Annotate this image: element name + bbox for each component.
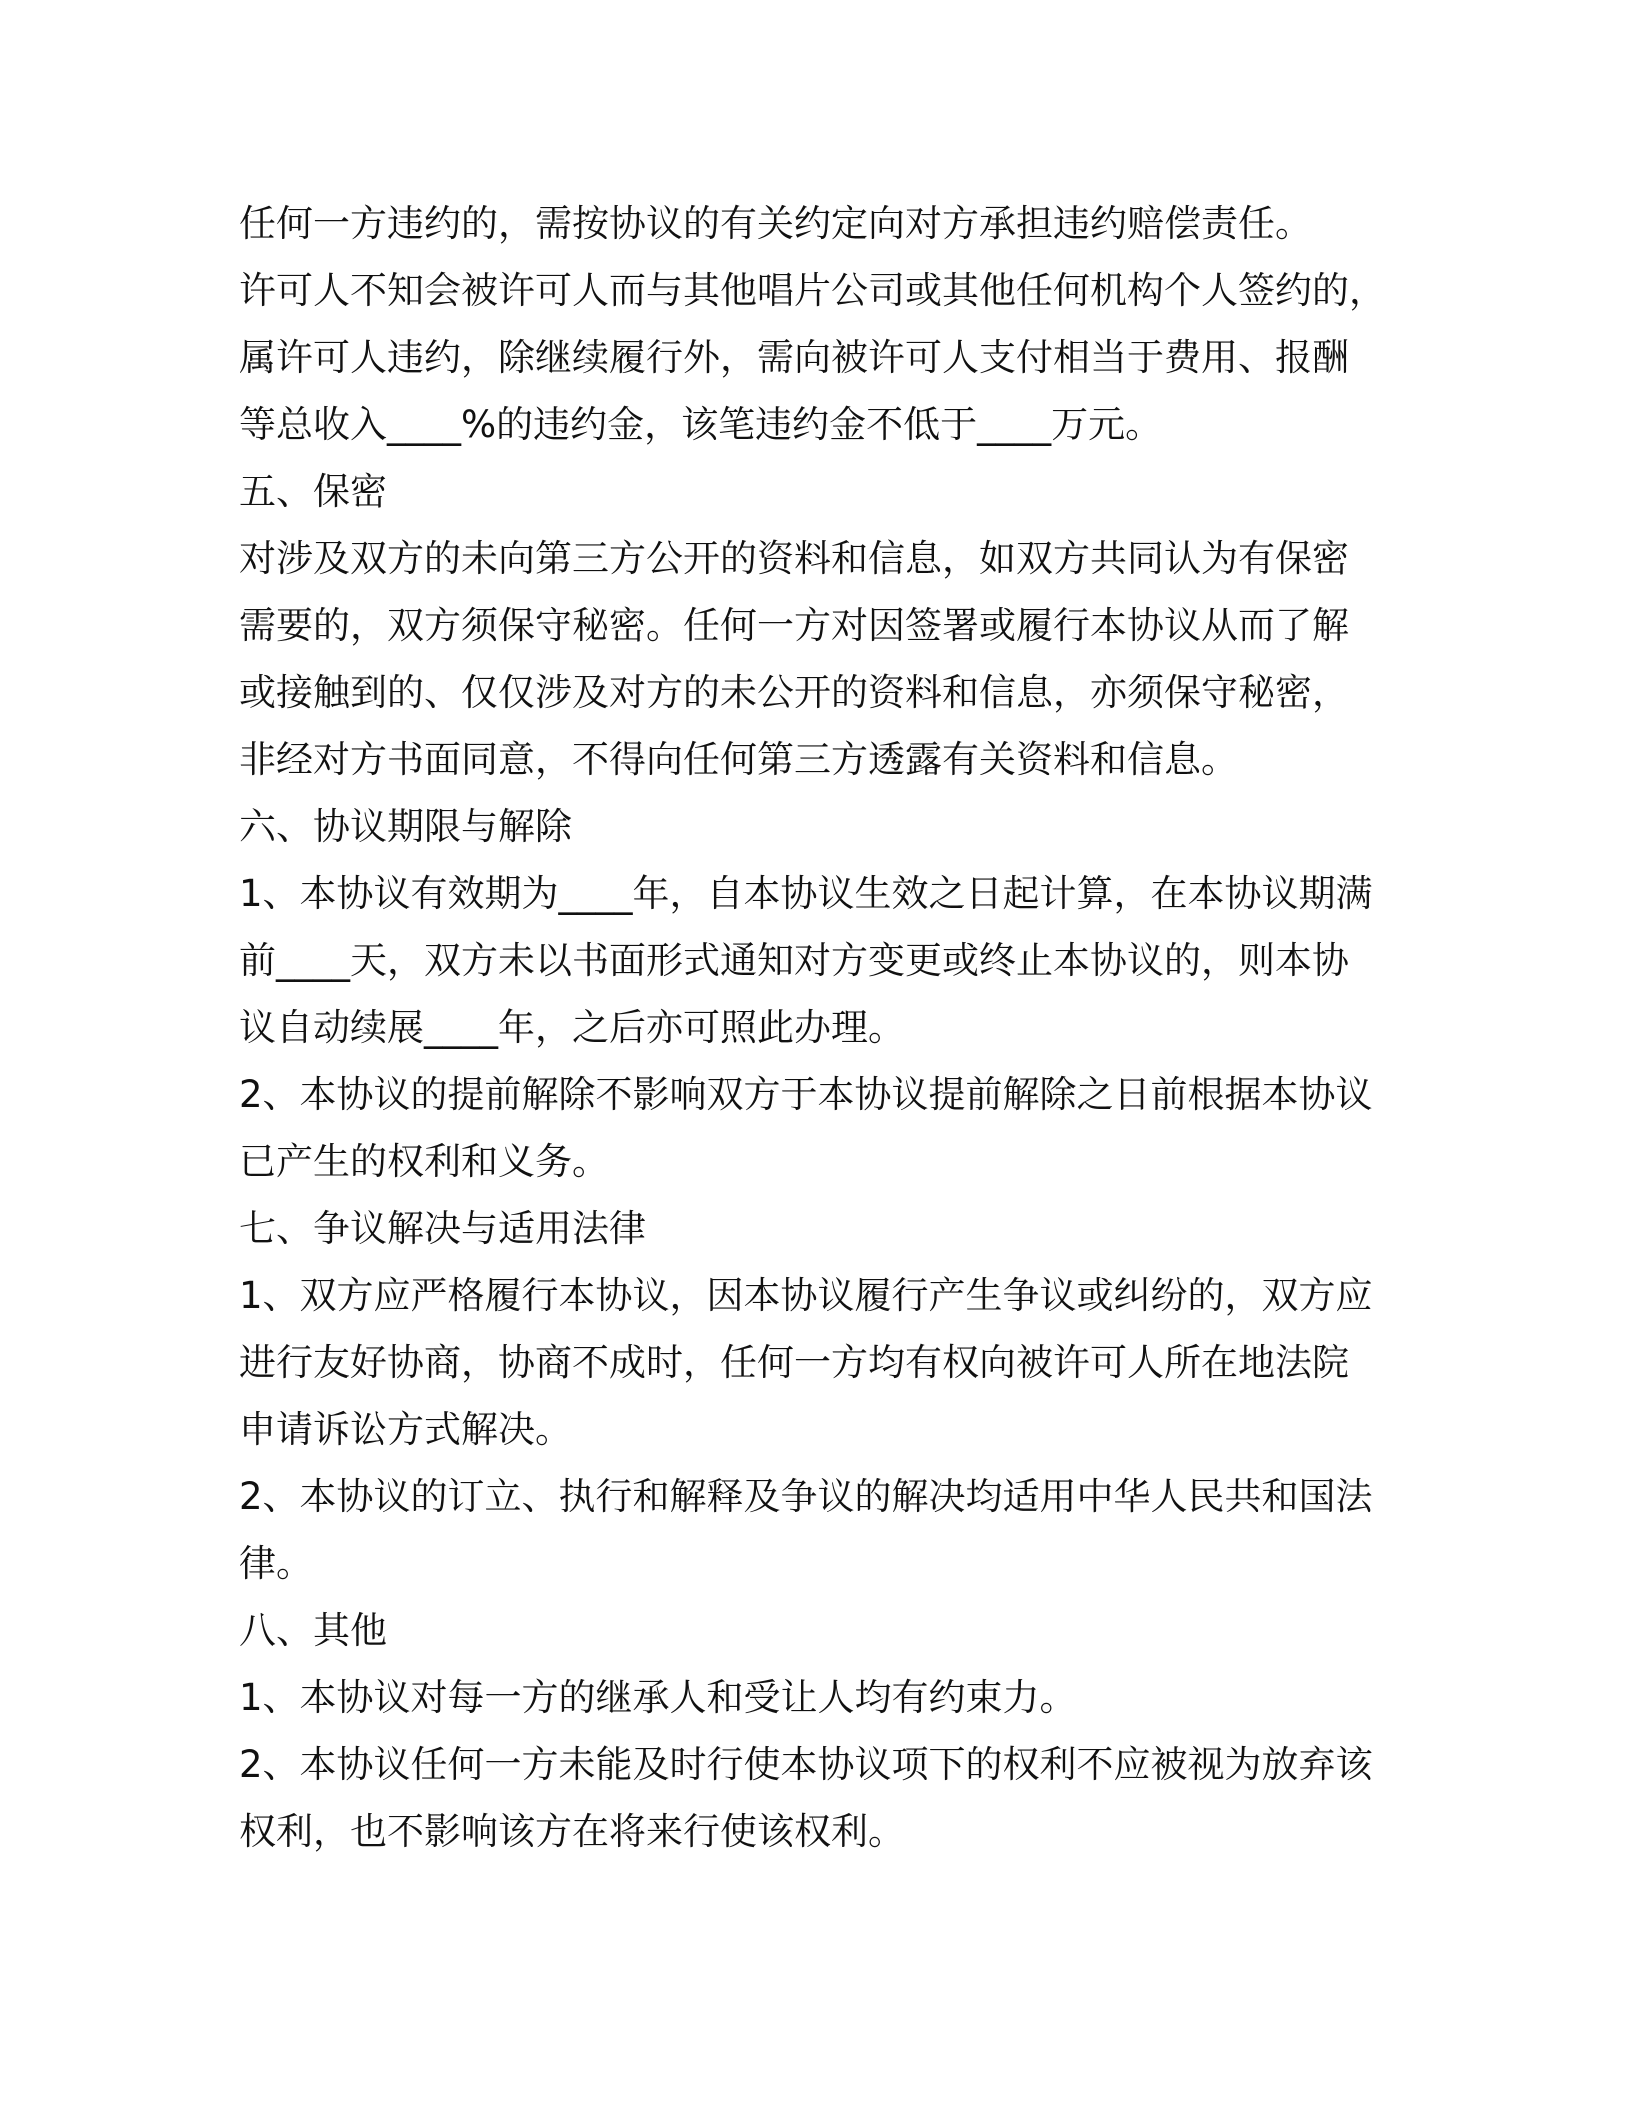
text-line: 任何一方违约的，需按协议的有关约定向对方承担违约赔偿责任。	[239, 202, 1312, 245]
text-line: 非经对方书面同意，不得向任何第三方透露有关资料和信息。	[239, 738, 1238, 781]
text-line: 申请诉讼方式解决。	[239, 1408, 572, 1451]
text-line: 1、本协议有效期为____年，自本协议生效之日起计算，在本协议期满	[239, 872, 1373, 915]
text-line: 等总收入____%的违约金，该笔违约金不低于____万元。	[239, 403, 1163, 446]
text-line: 已产生的权利和义务。	[239, 1140, 609, 1183]
section-heading: 六、协议期限与解除	[239, 805, 572, 848]
text-line: 1、本协议对每一方的继承人和受让人均有约束力。	[239, 1676, 1077, 1719]
text-line: 需要的，双方须保守秘密。任何一方对因签署或履行本协议从而了解	[239, 604, 1349, 647]
text-line: 2、本协议的订立、执行和解释及争议的解决均适用中华人民共和国法	[239, 1475, 1373, 1518]
text-line: 前____天，双方未以书面形式通知对方变更或终止本协议的，则本协	[239, 939, 1349, 982]
section-heading: 八、其他	[239, 1609, 387, 1652]
text-line: 议自动续展____年，之后亦可照此办理。	[239, 1006, 905, 1049]
text-line: 权利，也不影响该方在将来行使该权利。	[239, 1810, 905, 1853]
text-line: 属许可人违约，除继续履行外，需向被许可人支付相当于费用、报酬	[239, 336, 1349, 379]
text-line: 进行友好协商，协商不成时，任何一方均有权向被许可人所在地法院	[239, 1341, 1349, 1384]
text-line: 2、本协议任何一方未能及时行使本协议项下的权利不应被视为放弃该	[239, 1743, 1373, 1786]
text-line: 对涉及双方的未向第三方公开的资料和信息，如双方共同认为有保密	[239, 537, 1349, 580]
text-line: 2、本协议的提前解除不影响双方于本协议提前解除之日前根据本协议	[239, 1073, 1373, 1116]
text-line: 律。	[239, 1542, 313, 1585]
text-line: 或接触到的、仅仅涉及对方的未公开的资料和信息，亦须保守秘密，	[239, 671, 1349, 714]
text-line: 1、双方应严格履行本协议，因本协议履行产生争议或纠纷的，双方应	[239, 1274, 1373, 1317]
text-line: 许可人不知会被许可人而与其他唱片公司或其他任何机构个人签约的，	[239, 269, 1386, 312]
section-heading: 七、争议解决与适用法律	[239, 1207, 646, 1250]
section-heading: 五、保密	[239, 470, 387, 513]
document-body	[239, 190, 1399, 1865]
